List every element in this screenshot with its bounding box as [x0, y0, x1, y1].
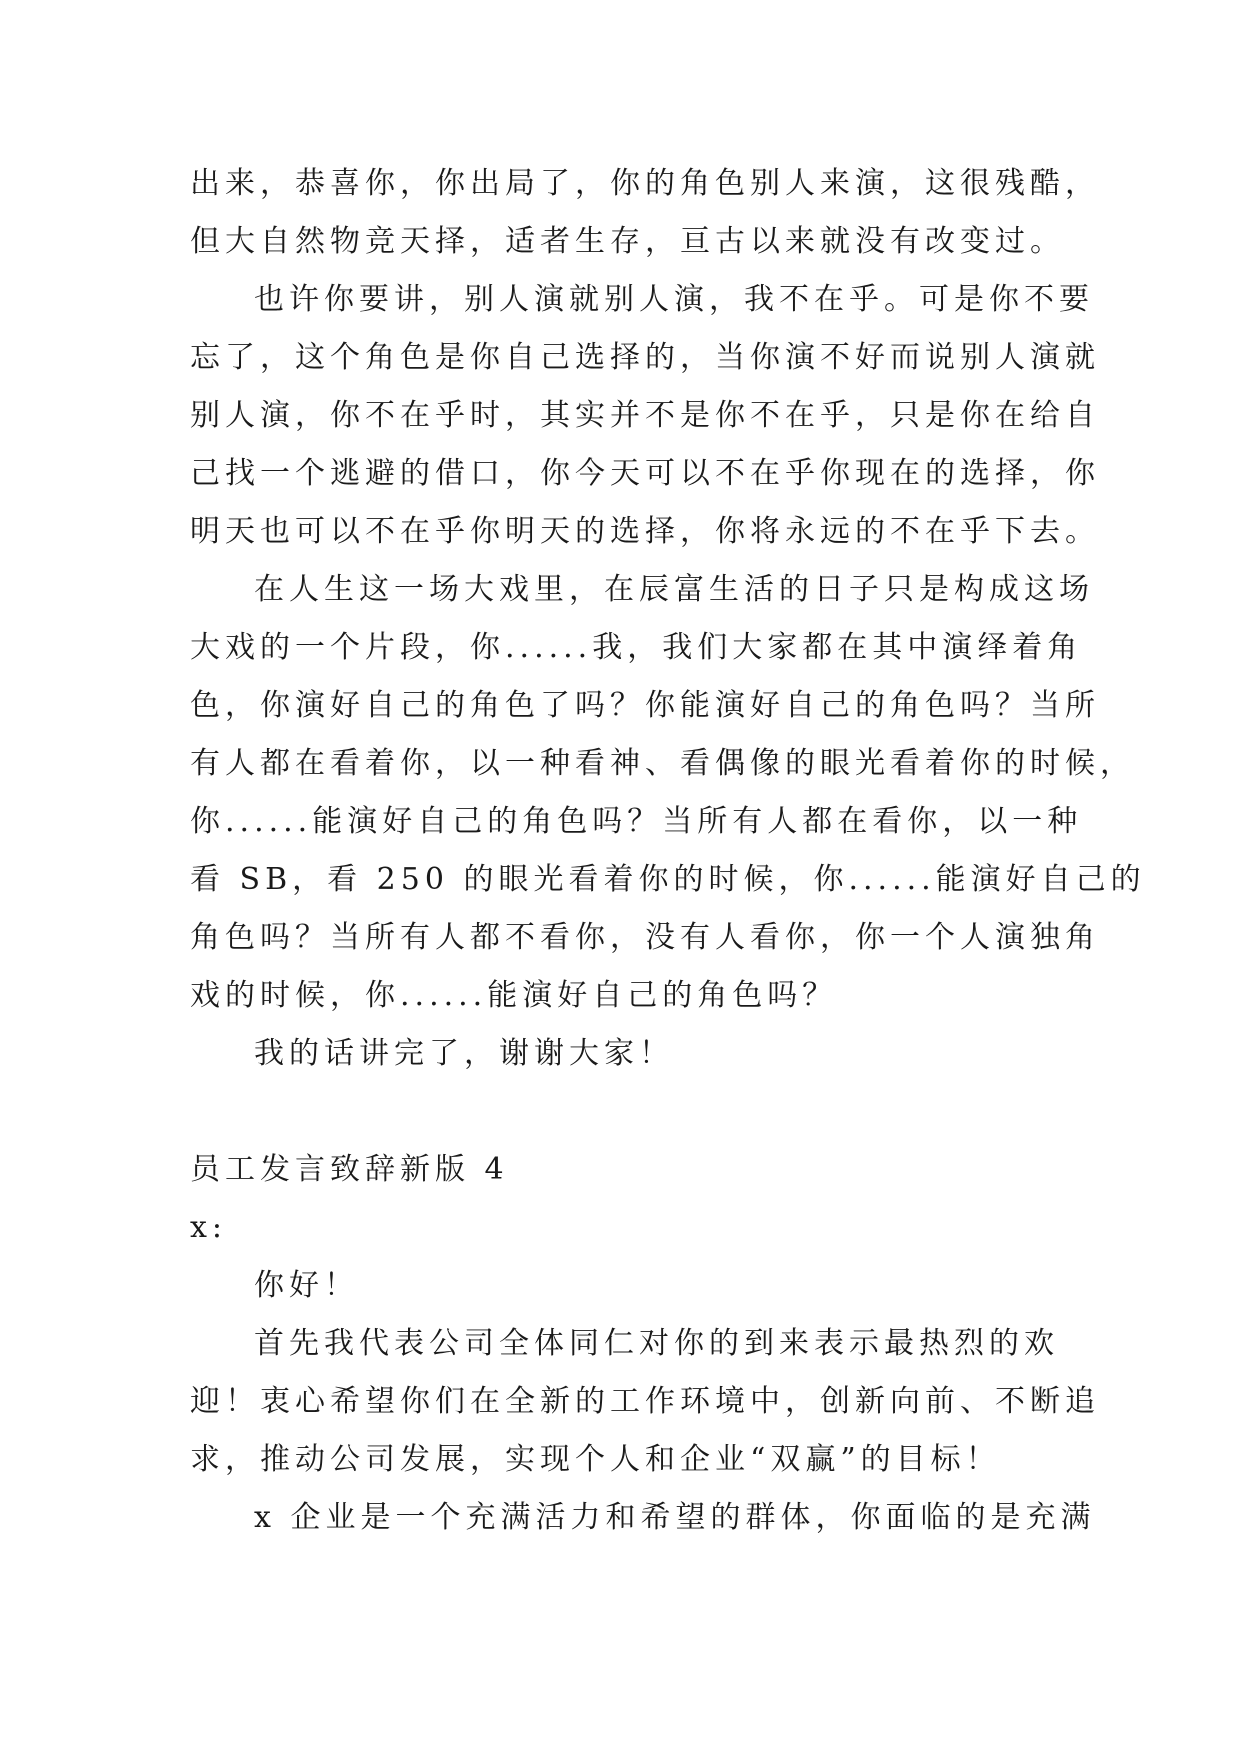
closing-line: 我的话讲完了，谢谢大家！ — [254, 1036, 674, 1071]
paragraph-line: 你......能演好自己的角色吗？当所有人都在看你，以一种 — [190, 804, 1083, 839]
paragraph-line: 有人都在看着你，以一种看神、看偶像的眼光看着你的时候， — [190, 746, 1135, 781]
paragraph-line: 出来，恭喜你，你出局了，你的角色别人来演，这很残酷， — [190, 166, 1100, 201]
paragraph-line: 忘了，这个角色是你自己选择的，当你演不好而说别人演就 — [190, 340, 1100, 375]
paragraph-line: 大戏的一个片段，你......我，我们大家都在其中演绎着角 — [190, 630, 1083, 665]
paragraph-line: 求，推动公司发展，实现个人和企业“双赢”的目标！ — [190, 1442, 1001, 1477]
paragraph-line: 明天也可以不在乎你明天的选择，你将永远的不在乎下去。 — [190, 514, 1100, 549]
paragraph-line: 角色吗？当所有人都不看你，没有人看你，你一个人演独角 — [190, 920, 1100, 955]
paragraph-line: 戏的时候，你......能演好自己的角色吗？ — [190, 978, 838, 1013]
paragraph-line: 但大自然物竞天择，适者生存，亘古以来就没有改变过。 — [190, 224, 1065, 259]
paragraph-line: 色，你演好自己的角色了吗？你能演好自己的角色吗？当所 — [190, 688, 1100, 723]
section-heading: 员工发言致辞新版 4 — [190, 1152, 509, 1187]
salutation: x: — [190, 1210, 228, 1245]
paragraph-line: 也许你要讲，别人演就别人演，我不在乎。可是你不要 — [254, 282, 1094, 317]
paragraph-line: 己找一个逃避的借口，你今天可以不在乎你现在的选择，你 — [190, 456, 1100, 491]
paragraph-line: 首先我代表公司全体同仁对你的到来表示最热烈的欢 — [254, 1326, 1059, 1361]
paragraph-line: 迎！衷心希望你们在全新的工作环境中，创新向前、不断追 — [190, 1384, 1100, 1419]
paragraph-line: 看 SB，看 250 的眼光看着你的时候，你......能演好自己的 — [190, 862, 1146, 897]
greeting-line: 你好！ — [254, 1268, 359, 1303]
paragraph-line: x 企业是一个充满活力和希望的群体，你面临的是充满 — [254, 1500, 1096, 1535]
paragraph-line: 别人演，你不在乎时，其实并不是你不在乎，只是你在给自 — [190, 398, 1100, 433]
paragraph-line: 在人生这一场大戏里，在辰富生活的日子只是构成这场 — [254, 572, 1094, 607]
